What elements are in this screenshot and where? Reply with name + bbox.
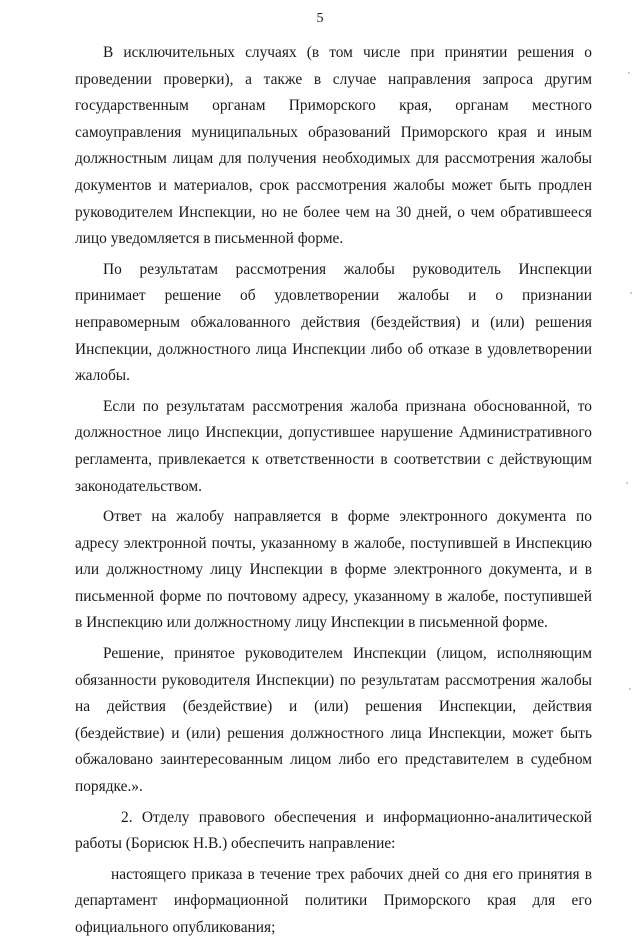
scan-speck [626, 482, 628, 484]
scan-speck [629, 688, 631, 690]
paragraph-appeal-in-court: Решение, принятое руководителем Инспекции (лицом, исполняющим обязанности руководителя Инспекции) по результатам рассмотрения жалобы на действия (бездействие) и (или) решения Инспекции, действия (бездействие) и (или) решения должностного лица Инспекции, может быть обжаловано заинтересованным лицом либо его представителем в судебном порядке.». [75, 645, 592, 796]
paragraph-item-2: 2. Отделу правового обеспечения и информационно-аналитической работы (Борисюк Н.В.) обеспечить направление: [75, 808, 592, 853]
paragraph-review-decision: По результатам рассмотрения жалобы руководитель Инспекции принимает решение об удовлетворении жалобы и о признании неправомерным обжалованного действия (бездействия) и (или) решения Инспекции, должностного лица Инспекции либо об отказе в удовлетворении жалобы. [75, 260, 592, 385]
document-body [75, 40, 592, 942]
paragraph-extension-of-review-period: В исключительных случаях (в том числе при принятии решения о проведении проверки), а также в случае направления запроса другим государственным органам Приморского края, органам местного самоуправления муниципальных образований Приморского края и иным должностным лицам для получения необходимых для рассмотрения жалобы документов и материалов, срок рассмотрения жалобы может быть продлен руководителем Инспекции, но не более чем на 30 дней, о чем обратившееся лицо уведомляется в письменной форме. [75, 44, 592, 248]
paragraph-liability: Если по результатам рассмотрения жалоба признана обоснованной, то должностное лицо Инспекции, допустившее нарушение Административного регламента, привлекается к ответственности в соответствии с действующим законодательством. [75, 397, 592, 495]
scan-speck [628, 72, 630, 74]
page-number: 5 [316, 11, 324, 26]
scan-speck [630, 292, 632, 294]
paragraph-publication: настоящего приказа в течение трех рабочих дней со дня его принятия в департамент информационной политики Приморского края для его официального опубликования; [75, 865, 592, 936]
paragraph-response-delivery: Ответ на жалобу направляется в форме электронного документа по адресу электронной почты, указанному в жалобе, поступившей в Инспекцию или должностному лицу Инспекции в форме электронного документа, и в письменной форме по почтовому адресу, указанному в жалобе, поступившей в Инспекцию или должностному лицу Инспекции в письменной форме. [75, 508, 592, 632]
